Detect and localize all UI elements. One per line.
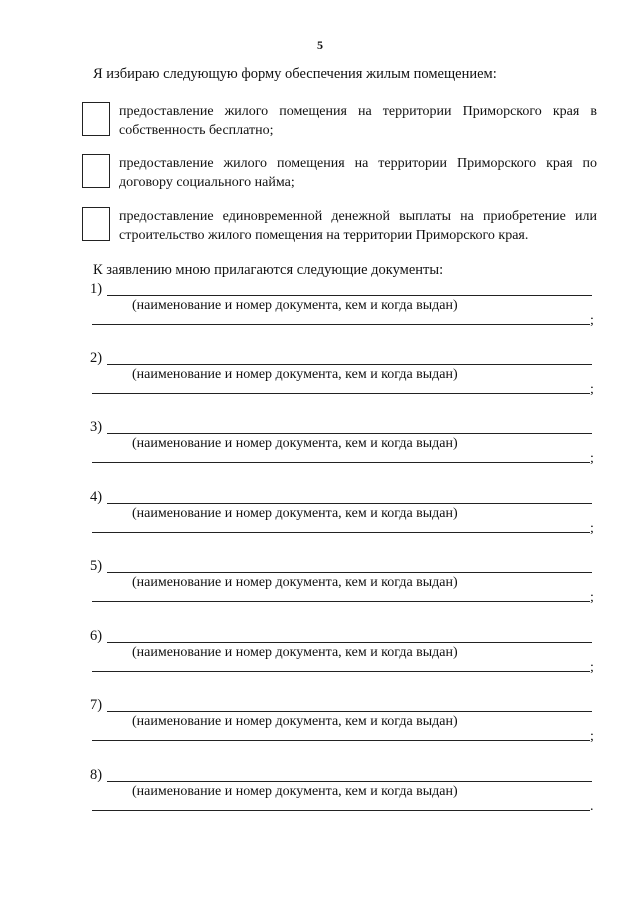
documents-header: К заявлению мною прилагаются следующие документы: — [93, 262, 444, 278]
document-end-mark: . — [590, 799, 594, 814]
document-item-4 — [90, 489, 600, 549]
document-line-top[interactable] — [107, 572, 592, 573]
page-number: 5 — [317, 38, 323, 52]
document-number: 8) — [90, 767, 103, 783]
option-3-checkbox[interactable] — [82, 207, 110, 241]
document-end-mark: ; — [590, 590, 594, 605]
option-1-text: предоставление жилого помещения на территории Приморского края в собственность бесплатно; — [119, 104, 597, 138]
document-end-mark: ; — [590, 382, 594, 397]
document-number: 2) — [90, 350, 103, 366]
document-end-mark: ; — [590, 313, 594, 328]
document-caption: (наименование и номер документа, кем и когда выдан) — [132, 506, 458, 521]
document-number: 6) — [90, 628, 103, 644]
option-2-text: предоставление жилого помещения на территории Приморского края по договору социального найма; — [119, 156, 597, 190]
document-line-top[interactable] — [107, 781, 592, 782]
document-end-mark: ; — [590, 660, 594, 675]
document-end-mark: ; — [590, 521, 594, 536]
document-caption: (наименование и номер документа, кем и когда выдан) — [132, 784, 458, 799]
document-caption: (наименование и номер документа, кем и когда выдан) — [132, 436, 458, 451]
document-line-top[interactable] — [107, 433, 592, 434]
document-number: 1) — [90, 281, 103, 297]
document-line-top[interactable] — [107, 295, 592, 296]
document-caption: (наименование и номер документа, кем и когда выдан) — [132, 714, 458, 729]
document-caption: (наименование и номер документа, кем и когда выдан) — [132, 367, 458, 382]
document-line-top[interactable] — [107, 503, 592, 504]
document-item-3 — [90, 419, 600, 479]
document-number: 4) — [90, 489, 103, 505]
document-number: 3) — [90, 419, 103, 435]
intro-text: Я избираю следующую форму обеспечения жилым помещением: — [93, 66, 497, 82]
document-line-bottom[interactable] — [92, 740, 590, 741]
document-caption: (наименование и номер документа, кем и когда выдан) — [132, 298, 458, 313]
document-item-6 — [90, 628, 600, 688]
document-line-bottom[interactable] — [92, 532, 590, 533]
document-caption: (наименование и номер документа, кем и когда выдан) — [132, 645, 458, 660]
document-line-top[interactable] — [107, 711, 592, 712]
document-line-top[interactable] — [107, 642, 592, 643]
document-line-bottom[interactable] — [92, 810, 590, 811]
document-end-mark: ; — [590, 451, 594, 466]
document-item-1 — [90, 281, 600, 341]
document-line-bottom[interactable] — [92, 462, 590, 463]
document-line-bottom[interactable] — [92, 324, 590, 325]
option-2-checkbox[interactable] — [82, 154, 110, 188]
document-line-bottom[interactable] — [92, 393, 590, 394]
document-item-5 — [90, 558, 600, 618]
document-number: 7) — [90, 697, 103, 713]
document-item-8 — [90, 767, 600, 827]
document-line-bottom[interactable] — [92, 671, 590, 672]
option-3-text: предоставление единовременной денежной выплаты на приобретение или строительство жилого помещения на территории Приморского края. — [119, 209, 597, 243]
option-1-checkbox[interactable] — [82, 102, 110, 136]
document-item-7 — [90, 697, 600, 757]
document-line-bottom[interactable] — [92, 601, 590, 602]
document-caption: (наименование и номер документа, кем и когда выдан) — [132, 575, 458, 590]
document-item-2 — [90, 350, 600, 410]
document-number: 5) — [90, 558, 103, 574]
document-end-mark: ; — [590, 729, 594, 744]
document-line-top[interactable] — [107, 364, 592, 365]
